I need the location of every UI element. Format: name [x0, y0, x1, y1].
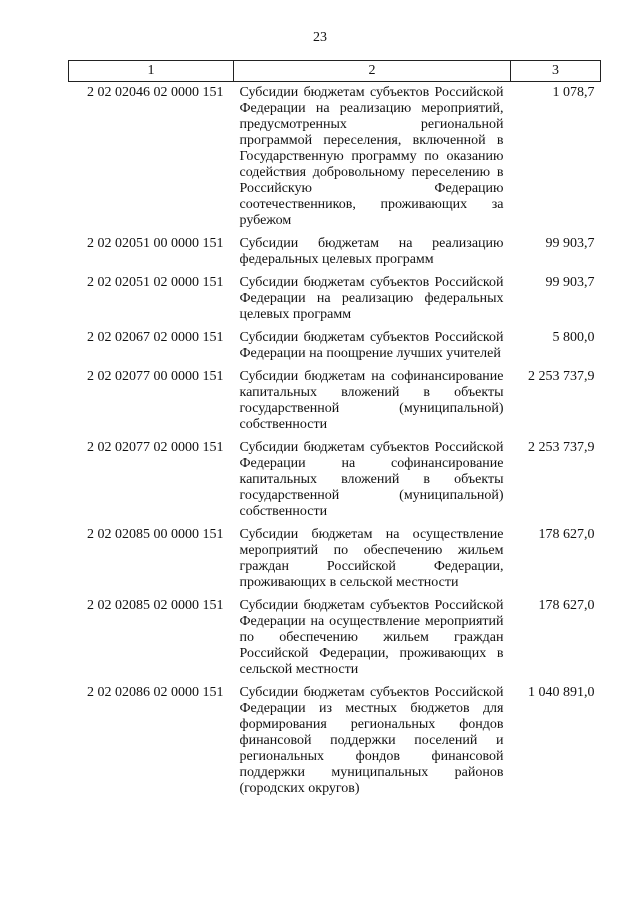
row-code: 2 02 02051 02 0000 151	[87, 275, 224, 290]
table-row	[69, 527, 601, 598]
row-amount: 5 800,0	[552, 330, 595, 345]
row-description: Субсидии бюджетам субъектов Российской Федерации на осуществление мероприятий по обеспечению жильем граждан Российской Федерации, проживающих в сельской местности	[239, 598, 504, 677]
row-code: 2 02 02051 00 0000 151	[87, 236, 224, 251]
row-description: Субсидии бюджетам на осуществление мероприятий по обеспечению жильем граждан Российской Федерации, проживающих в сельской местности	[239, 527, 504, 590]
budget-table	[68, 60, 601, 804]
column-header-3: 3	[511, 61, 601, 82]
row-amount: 99 903,7	[545, 275, 595, 290]
row-code: 2 02 02085 00 0000 151	[87, 527, 224, 542]
row-code: 2 02 02046 02 0000 151	[87, 85, 224, 100]
row-description: Субсидии бюджетам субъектов Российской Федерации на реализацию мероприятий, предусмотренных региональной программой переселения, включенной в Государственную программу по оказанию содействия добровольному переселению в Российскую Федерацию соотечественников, проживающих за рубежом	[239, 85, 504, 228]
table-header-row	[69, 61, 601, 82]
row-amount: 2 253 737,9	[528, 440, 595, 455]
table-row	[69, 236, 601, 275]
row-code: 2 02 02077 00 0000 151	[87, 369, 224, 384]
row-description: Субсидии бюджетам субъектов Российской Федерации из местных бюджетов для формирования региональных фондов финансовой поддержки поселений и региональных фондов финансовой поддержки муниципальных районов (городских округов)	[239, 685, 504, 796]
row-description: Субсидии бюджетам на реализацию федеральных целевых программ	[239, 236, 504, 267]
row-description: Субсидии бюджетам субъектов Российской Федерации на поощрение лучших учителей	[239, 330, 504, 361]
row-code: 2 02 02077 02 0000 151	[87, 440, 224, 455]
table-row	[69, 82, 601, 237]
table-row	[69, 275, 601, 330]
row-amount: 1 040 891,0	[528, 685, 595, 700]
row-amount: 178 627,0	[538, 527, 595, 542]
row-code: 2 02 02086 02 0000 151	[87, 685, 224, 700]
table-row	[69, 330, 601, 369]
column-header-1: 1	[69, 61, 234, 82]
table-row	[69, 598, 601, 685]
page-number: 23	[313, 30, 327, 45]
column-header-2: 2	[234, 61, 511, 82]
table-row	[69, 369, 601, 440]
row-description: Субсидии бюджетам на софинансирование капитальных вложений в объекты государственной (муниципальной) собственности	[239, 369, 504, 432]
row-code: 2 02 02067 02 0000 151	[87, 330, 224, 345]
table-row	[69, 685, 601, 804]
row-description: Субсидии бюджетам субъектов Российской Федерации на софинансирование капитальных вложений в объекты государственной (муниципальной) собственности	[239, 440, 504, 519]
row-amount: 99 903,7	[545, 236, 595, 251]
row-amount: 178 627,0	[538, 598, 595, 613]
table-row	[69, 440, 601, 527]
row-description: Субсидии бюджетам субъектов Российской Федерации на реализацию федеральных целевых программ	[239, 275, 504, 322]
row-amount: 2 253 737,9	[528, 369, 595, 384]
row-code: 2 02 02085 02 0000 151	[87, 598, 224, 613]
row-amount: 1 078,7	[552, 85, 595, 100]
